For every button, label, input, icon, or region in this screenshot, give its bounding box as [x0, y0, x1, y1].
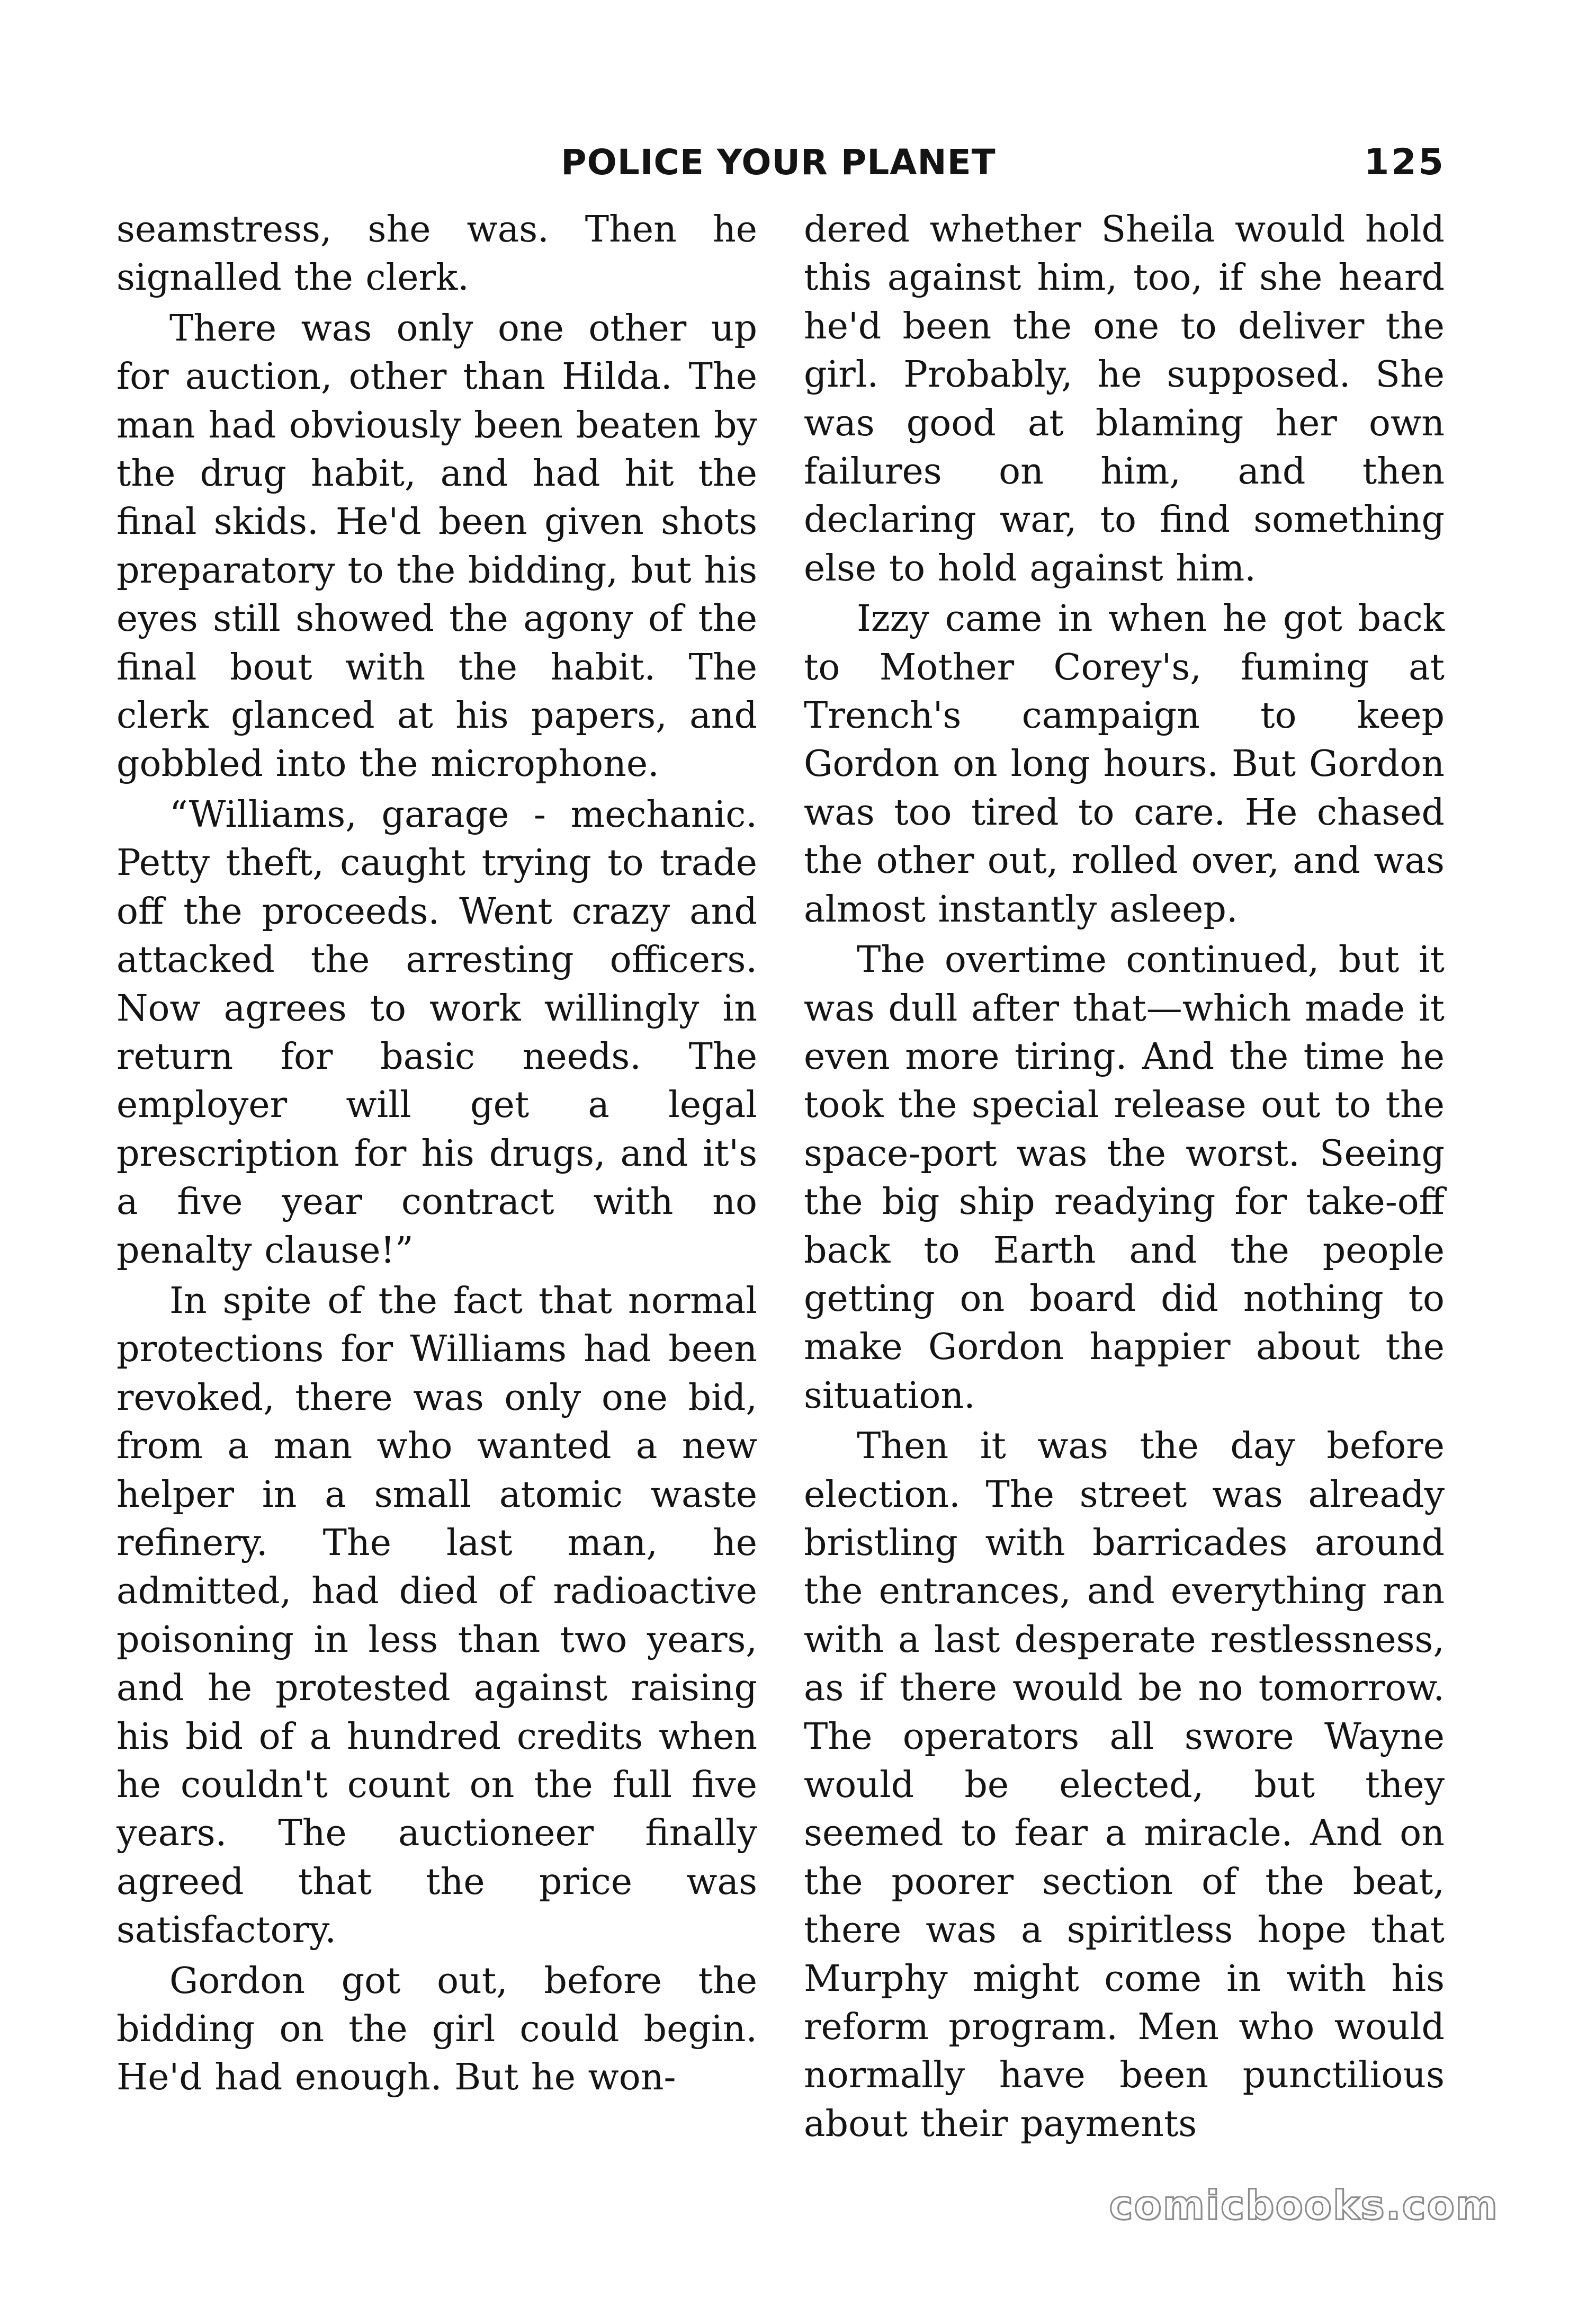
paragraph: Izzy came in when he got back to Mother Corey's, fuming at Trench's campaign to keep Gordon on long hours. But Gordon was too tired to care. He chased the other out, rolled over, and was almost instantly asleep.: [804, 598, 1445, 931]
paragraph: dered whether Sheila would hold this against him, too, if she heard he'd been the one to deliver the girl. Probably, he supposed. She was good at blaming her own failures on him, and then declaring war, to find something else to hold against him.: [804, 209, 1445, 589]
running-title: POLICE YOUR PLANET: [561, 142, 996, 183]
paragraph: In spite of the fact that normal protections for Williams had been revoked, there was only one bid, from a man who wanted a new helper in a small atomic waste refinery. The last man, he admitted, had died of radioactive poisoning in less than two years, and he protested against raising his bid of a hundred credits when he couldn't count on the full five years. The auctioneer finally agreed that the price was satisfactory.: [116, 1280, 757, 1952]
paragraph: The overtime continued, but it was dull after that—which made it even more tiring. And the time he took the special release out to the space-port was the worst. Seeing the big ship readying for take-off back to Earth and the people getting on board did nothing to make Gordon happier about the situation.: [804, 939, 1445, 1417]
page-number: 125: [1364, 141, 1446, 183]
site-watermark: comicbooks.com: [1109, 2182, 1499, 2229]
paragraph: “Williams, garage - mechanic. Petty theft, caught trying to trade off the proceeds. Went crazy and attacked the arresting officers. Now agrees to work willingly in return for basic needs. The employer will get a legal prescription for his drugs, and it's a five year contract with no penalty clause!”: [116, 793, 757, 1272]
paragraph: seamstress, she was. Then he signalled the clerk.: [116, 209, 757, 299]
right-text-column: [804, 205, 1445, 2150]
left-text-column: [116, 205, 757, 2104]
page-header: [111, 139, 1446, 197]
paragraph: Gordon got out, before the bidding on the girl could begin. He'd had enough. But he won-: [116, 1960, 757, 2099]
paragraph: There was only one other up for auction, other than Hilda. The man had obviously been beaten by the drug habit, and had hit the final skids. He'd been given shots preparatory to the bidding, but his eyes still showed the agony of the final bout with the habit. The clerk glanced at his papers, and gobbled into the microphone.: [116, 307, 757, 785]
paragraph: Then it was the day before election. The street was already bristling with barricades around the entrances, and everything ran with a last desperate restlessness, as if there would be no tomorrow. The operators all swore Wayne would be elected, but they seemed to fear a miracle. And on the poorer section of the beat, there was a spiritless hope that Murphy might come in with his reform program. Men who would normally have been punctilious about their payments: [804, 1425, 1445, 2145]
